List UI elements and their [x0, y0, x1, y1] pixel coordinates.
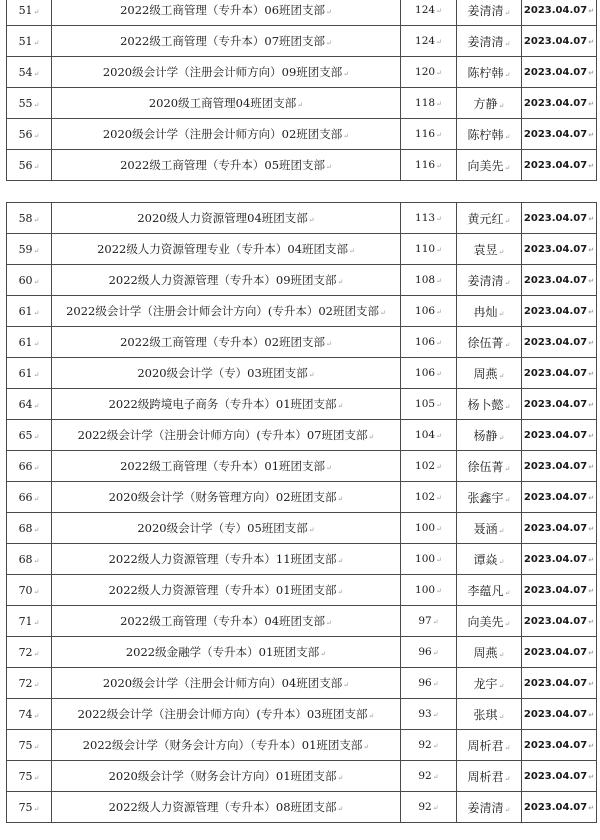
score-cell: 102 ↵ [401, 451, 457, 482]
rank-cell: 70 ↵ [7, 575, 52, 606]
date-cell: 2023.04.07 ↵ [522, 606, 597, 637]
contact-name-cell: 姜清清 ↵ [457, 0, 522, 26]
date-cell: 2023.04.07 ↵ [522, 730, 597, 761]
contact-name-cell: 张鑫宇 ↵ [457, 482, 522, 513]
contact-name-cell: 周析君 ↵ [457, 761, 522, 792]
table-row [7, 513, 597, 544]
score-cell: 92 ↵ [401, 730, 457, 761]
rank-cell: 64 ↵ [7, 389, 52, 420]
branch-name-cell: 2022级工商管理（专升本）06班团支部 ↵ [52, 0, 401, 26]
table-row [7, 88, 597, 119]
table-row [7, 575, 597, 606]
table-row [7, 792, 597, 823]
contact-name-cell: 袁昱 ↵ [457, 234, 522, 265]
date-cell: 2023.04.07 ↵ [522, 26, 597, 57]
score-cell: 118 ↵ [401, 88, 457, 119]
rank-cell: 75 ↵ [7, 792, 52, 823]
contact-name-cell: 周燕 ↵ [457, 358, 522, 389]
score-cell: 108 ↵ [401, 265, 457, 296]
rank-cell: 54 ↵ [7, 57, 52, 88]
branch-name-cell: 2022级会计学（财务会计方向）（专升本）01班团支部 ↵ [52, 730, 401, 761]
rank-cell: 61 ↵ [7, 327, 52, 358]
score-cell: 92 ↵ [401, 792, 457, 823]
contact-name-cell: 张琪 ↵ [457, 699, 522, 730]
table-row [7, 730, 597, 761]
score-cell: 106 ↵ [401, 296, 457, 327]
branch-name-cell: 2022级跨境电子商务（专升本）01班团支部 ↵ [52, 389, 401, 420]
score-cell: 105 ↵ [401, 389, 457, 420]
rank-cell: 68 ↵ [7, 544, 52, 575]
branch-name-cell: 2022级工商管理（专升本）01班团支部 ↵ [52, 451, 401, 482]
table-row [7, 327, 597, 358]
branch-name-cell: 2022级人力资源管理（专升本）11班团支部 ↵ [52, 544, 401, 575]
ranking-table-top [6, 0, 597, 181]
contact-name-cell: 杨静 ↵ [457, 420, 522, 451]
table-row [7, 482, 597, 513]
score-cell: 113 ↵ [401, 203, 457, 234]
rank-cell: 60 ↵ [7, 265, 52, 296]
date-cell: 2023.04.07 ↵ [522, 358, 597, 389]
rank-cell: 74 ↵ [7, 699, 52, 730]
score-cell: 104 ↵ [401, 420, 457, 451]
contact-name-cell: 姜清清 ↵ [457, 265, 522, 296]
rank-cell: 51 ↵ [7, 26, 52, 57]
date-cell: 2023.04.07 ↵ [522, 451, 597, 482]
rank-cell: 61 ↵ [7, 296, 52, 327]
contact-name-cell: 方静 ↵ [457, 88, 522, 119]
date-cell: 2023.04.07 ↵ [522, 637, 597, 668]
rank-cell: 75 ↵ [7, 730, 52, 761]
table-row [7, 296, 597, 327]
rank-cell: 59 ↵ [7, 234, 52, 265]
branch-name-cell: 2022级工商管理（专升本）02班团支部 ↵ [52, 327, 401, 358]
rank-cell: 56 ↵ [7, 119, 52, 150]
contact-name-cell: 陈柠韩 ↵ [457, 57, 522, 88]
branch-name-cell: 2022级人力资源管理（专升本）01班团支部 ↵ [52, 575, 401, 606]
rank-cell: 56 ↵ [7, 150, 52, 181]
page-break [0, 195, 600, 202]
contact-name-cell: 徐伍菁 ↵ [457, 451, 522, 482]
rank-cell: 68 ↵ [7, 513, 52, 544]
table-row [7, 420, 597, 451]
contact-name-cell: 向美先 ↵ [457, 606, 522, 637]
branch-name-cell: 2020级会计学（注册会计师方向）09班团支部 ↵ [52, 57, 401, 88]
score-cell: 100 ↵ [401, 544, 457, 575]
rank-cell: 55 ↵ [7, 88, 52, 119]
branch-name-cell: 2022级金融学（专升本）01班团支部 ↵ [52, 637, 401, 668]
branch-name-cell: 2020级会计学（专）05班团支部 ↵ [52, 513, 401, 544]
date-cell: 2023.04.07 ↵ [522, 544, 597, 575]
rank-cell: 72 ↵ [7, 668, 52, 699]
branch-name-cell: 2022级人力资源管理（专升本）09班团支部 ↵ [52, 265, 401, 296]
score-cell: 124 ↵ [401, 26, 457, 57]
contact-name-cell: 周燕 ↵ [457, 637, 522, 668]
contact-name-cell: 周析君 ↵ [457, 730, 522, 761]
table-row [7, 544, 597, 575]
ranking-table-bottom [6, 202, 597, 823]
contact-name-cell: 谭焱 ↵ [457, 544, 522, 575]
score-cell: 120 ↵ [401, 57, 457, 88]
date-cell: 2023.04.07 ↵ [522, 668, 597, 699]
date-cell: 2023.04.07 ↵ [522, 389, 597, 420]
branch-name-cell: 2022级人力资源管理（专升本）08班团支部 ↵ [52, 792, 401, 823]
table-row [7, 150, 597, 181]
branch-name-cell: 2020级会计学（专）03班团支部 ↵ [52, 358, 401, 389]
date-cell: 2023.04.07 ↵ [522, 575, 597, 606]
rank-cell: 75 ↵ [7, 761, 52, 792]
date-cell: 2023.04.07 ↵ [522, 482, 597, 513]
branch-name-cell: 2020级会计学（注册会计师方向）04班团支部 ↵ [52, 668, 401, 699]
rank-cell: 51 ↵ [7, 0, 52, 26]
date-cell: 2023.04.07 ↵ [522, 699, 597, 730]
score-cell: 92 ↵ [401, 761, 457, 792]
branch-name-cell: 2020级会计学（财务管理方向）02班团支部 ↵ [52, 482, 401, 513]
table-row [7, 606, 597, 637]
score-cell: 97 ↵ [401, 606, 457, 637]
contact-name-cell: 李蕴凡 ↵ [457, 575, 522, 606]
score-cell: 116 ↵ [401, 119, 457, 150]
branch-name-cell: 2020级工商管理04班团支部 ↵ [52, 88, 401, 119]
branch-name-cell: 2020级会计学（财务会计方向）01班团支部 ↵ [52, 761, 401, 792]
branch-name-cell: 2020级人力资源管理04班团支部 ↵ [52, 203, 401, 234]
date-cell: 2023.04.07 ↵ [522, 513, 597, 544]
contact-name-cell: 陈柠韩 ↵ [457, 119, 522, 150]
branch-name-cell: 2022级会计学（注册会计师会计方向）(专升本）02班团支部 ↵ [52, 296, 401, 327]
date-cell: 2023.04.07 ↵ [522, 119, 597, 150]
date-cell: 2023.04.07 ↵ [522, 150, 597, 181]
contact-name-cell: 姜清清 ↵ [457, 26, 522, 57]
table-row [7, 761, 597, 792]
date-cell: 2023.04.07 ↵ [522, 327, 597, 358]
contact-name-cell: 杨卜懿 ↵ [457, 389, 522, 420]
score-cell: 102 ↵ [401, 482, 457, 513]
table-row [7, 119, 597, 150]
score-cell: 106 ↵ [401, 327, 457, 358]
date-cell: 2023.04.07 ↵ [522, 234, 597, 265]
rank-cell: 65 ↵ [7, 420, 52, 451]
table-row [7, 26, 597, 57]
score-cell: 116 ↵ [401, 150, 457, 181]
branch-name-cell: 2022级工商管理（专升本）04班团支部 ↵ [52, 606, 401, 637]
rank-cell: 71 ↵ [7, 606, 52, 637]
branch-name-cell: 2022级工商管理（专升本）07班团支部 ↵ [52, 26, 401, 57]
score-cell: 100 ↵ [401, 513, 457, 544]
table-row [7, 358, 597, 389]
ranking-table-bottom-body [7, 203, 597, 823]
score-cell: 106 ↵ [401, 358, 457, 389]
table-row [7, 451, 597, 482]
table-row [7, 637, 597, 668]
table-row [7, 0, 597, 26]
rank-cell: 66 ↵ [7, 451, 52, 482]
rank-cell: 58 ↵ [7, 203, 52, 234]
date-cell: 2023.04.07 ↵ [522, 792, 597, 823]
rank-cell: 66 ↵ [7, 482, 52, 513]
table-row [7, 234, 597, 265]
contact-name-cell: 姜清清 ↵ [457, 792, 522, 823]
date-cell: 2023.04.07 ↵ [522, 420, 597, 451]
branch-name-cell: 2020级会计学（注册会计师方向）02班团支部 ↵ [52, 119, 401, 150]
score-cell: 124 ↵ [401, 0, 457, 26]
contact-name-cell: 向美先 ↵ [457, 150, 522, 181]
date-cell: 2023.04.07 ↵ [522, 0, 597, 26]
score-cell: 100 ↵ [401, 575, 457, 606]
table-row [7, 57, 597, 88]
date-cell: 2023.04.07 ↵ [522, 88, 597, 119]
score-cell: 110 ↵ [401, 234, 457, 265]
score-cell: 96 ↵ [401, 637, 457, 668]
date-cell: 2023.04.07 ↵ [522, 761, 597, 792]
contact-name-cell: 聂涵 ↵ [457, 513, 522, 544]
branch-name-cell: 2022级人力资源管理专业（专升本）04班团支部 ↵ [52, 234, 401, 265]
contact-name-cell: 黄元红 ↵ [457, 203, 522, 234]
date-cell: 2023.04.07 ↵ [522, 296, 597, 327]
contact-name-cell: 龙宇 ↵ [457, 668, 522, 699]
date-cell: 2023.04.07 ↵ [522, 203, 597, 234]
contact-name-cell: 冉灿 ↵ [457, 296, 522, 327]
table-row [7, 699, 597, 730]
date-cell: 2023.04.07 ↵ [522, 57, 597, 88]
table-row [7, 203, 597, 234]
branch-name-cell: 2022级工商管理（专升本）05班团支部 ↵ [52, 150, 401, 181]
rank-cell: 61 ↵ [7, 358, 52, 389]
score-cell: 96 ↵ [401, 668, 457, 699]
rank-cell: 72 ↵ [7, 637, 52, 668]
branch-name-cell: 2022级会计学（注册会计师方向）(专升本）03班团支部 ↵ [52, 699, 401, 730]
score-cell: 93 ↵ [401, 699, 457, 730]
date-cell: 2023.04.07 ↵ [522, 265, 597, 296]
table-row [7, 265, 597, 296]
contact-name-cell: 徐伍菁 ↵ [457, 327, 522, 358]
branch-name-cell: 2022级会计学（注册会计师方向）(专升本）07班团支部 ↵ [52, 420, 401, 451]
ranking-table-top-body [7, 0, 597, 181]
table-row [7, 668, 597, 699]
table-row [7, 389, 597, 420]
